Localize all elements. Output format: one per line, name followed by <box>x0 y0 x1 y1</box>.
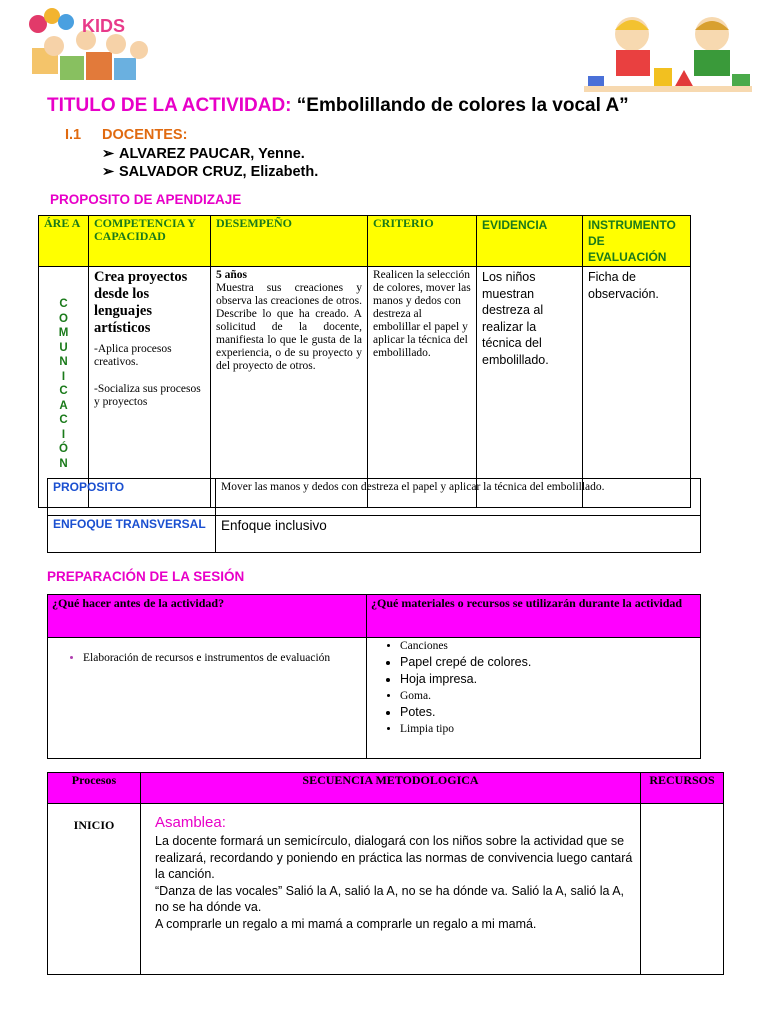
header-area: ÁRE A <box>39 216 89 267</box>
proposito-enfoque-table <box>47 478 701 553</box>
table-header-row <box>48 773 724 804</box>
recursos-cell <box>641 804 724 975</box>
session-preparation-table <box>47 594 701 759</box>
desempeno-text: Muestra sus creaciones y observa las creaciones de otros. Describe lo que ha creado. A solicitud de la docente, manifiesta lo que le gusta de la experiencia, o de su proyecto y del proyecto de otros. <box>216 282 362 372</box>
list-item: • Potes. <box>400 704 695 721</box>
docente-name: ALVAREZ PAUCAR, Yenne. <box>119 146 305 162</box>
proposito-label: PROPOSITO <box>48 479 216 516</box>
inicio-paragraph: La docente formará un semicírculo, dialogará con los niños sobre la actividad que se realizará, recordando y poniendo en práctica las normas de convivencia luego cantará la canción. <box>155 834 633 881</box>
antes-list <box>53 652 361 665</box>
header-antes: ¿Qué hacer antes de la actividad? <box>48 595 367 638</box>
header-desempeno: DESEMPEÑO <box>211 216 368 267</box>
evidencia-text: Los niños muestran destreza al realizar la técnica del embolillado. <box>482 270 549 367</box>
title-activity: “Embolillando de colores la vocal A” <box>296 95 629 116</box>
inicio-paragraph: “Danza de las vocales” Salió la A, salió la A, no se ha dónde va. Salió la A, salió la A, no se ha dónde va. <box>155 883 625 914</box>
header-procesos: Procesos <box>48 773 141 804</box>
list-item: • Goma. <box>400 688 695 704</box>
list-item: • Canciones <box>400 638 695 654</box>
capacidad-item: -Socializa sus procesos y proyectos <box>94 383 201 408</box>
section-number: I.1 <box>65 127 82 143</box>
docentes-heading <box>65 127 187 143</box>
list-item: • Elaboración de recursos e instrumentos de evaluación <box>83 652 361 665</box>
svg-text:KIDS: KIDS <box>82 16 126 36</box>
header-criterio: CRITERIO <box>368 216 477 267</box>
desempeno-age: 5 años <box>216 269 247 281</box>
competencia-title: Crea proyectos desde los lenguajes artísticos <box>94 269 188 336</box>
process-inicio: INICIO <box>48 804 141 975</box>
preparacion-heading: PREPARACIÓN DE LA SESIÓN <box>47 569 245 584</box>
desempeno-cell <box>211 267 368 508</box>
header-materiales: ¿Qué materiales o recursos se utilizarán durante la actividad <box>367 595 701 638</box>
docente-name: SALVADOR CRUZ, Elizabeth. <box>119 164 319 180</box>
title-label: TITULO DE LA ACTIVIDAD: <box>47 95 292 116</box>
table-row <box>48 804 724 975</box>
header-instrumento: INSTRUMENTO DE EVALUACIÓN <box>583 216 691 267</box>
list-item: • Hoja impresa. <box>400 671 695 688</box>
list-item: • Papel crepé de colores. <box>400 654 695 671</box>
proposito-value: Mover las manos y dedos con destreza el papel y aplicar la técnica del embolillado. <box>216 479 701 516</box>
list-item: • Limpia tipo <box>400 721 695 737</box>
table-header-row <box>39 216 691 267</box>
table-row <box>48 516 701 553</box>
materiales-cell <box>367 638 701 759</box>
docente-item <box>102 146 305 162</box>
header-evidencia: EVIDENCIA <box>477 216 583 267</box>
methodology-table <box>47 772 724 975</box>
secuencia-cell <box>141 804 641 975</box>
children-playing-illustration <box>582 10 754 94</box>
competencia-cell <box>89 267 211 508</box>
criterio-cell <box>368 267 477 508</box>
criterio-text: Realicen la selección de colores, mover las manos y dedos con destreza al embolillar el papel y aplicar la técnica del embolillado. <box>373 269 471 359</box>
header-recursos: RECURSOS <box>641 773 724 804</box>
table-row <box>48 638 701 759</box>
docente-item <box>102 164 318 180</box>
table-row <box>39 267 691 508</box>
enfoque-label: ENFOQUE TRANSVERSAL <box>48 516 216 553</box>
evidencia-cell <box>477 267 583 508</box>
materiales-list <box>372 638 695 737</box>
header-competencia: COMPETENCIA Y CAPACIDAD <box>89 216 211 267</box>
area-cell: C O M U N I C A C I Ó N <box>39 267 89 508</box>
asamblea-label: Asamblea: <box>155 814 226 831</box>
inicio-paragraph: A comprarle un regalo a mi mamá a comprarle un regalo a mi mamá. <box>155 916 537 931</box>
capacidad-item: -Aplica procesos creativos. <box>94 343 172 368</box>
proposito-heading: PROPOSITO DE APENDIZAJE <box>50 192 242 207</box>
kids-logo <box>24 6 154 90</box>
arrow-bullet-icon: ➢ <box>102 164 115 180</box>
enfoque-value: Enfoque inclusivo <box>216 516 701 553</box>
activity-title <box>47 95 629 117</box>
instrumento-text: Ficha de observación. <box>588 270 659 301</box>
arrow-bullet-icon: ➢ <box>102 146 115 162</box>
table-header-row <box>48 595 701 638</box>
docentes-label: DOCENTES: <box>102 127 188 143</box>
learning-purpose-table <box>38 215 691 508</box>
antes-cell <box>48 638 367 759</box>
table-row <box>48 479 701 516</box>
instrumento-cell <box>583 267 691 508</box>
header-secuencia: SECUENCIA METODOLOGICA <box>141 773 641 804</box>
